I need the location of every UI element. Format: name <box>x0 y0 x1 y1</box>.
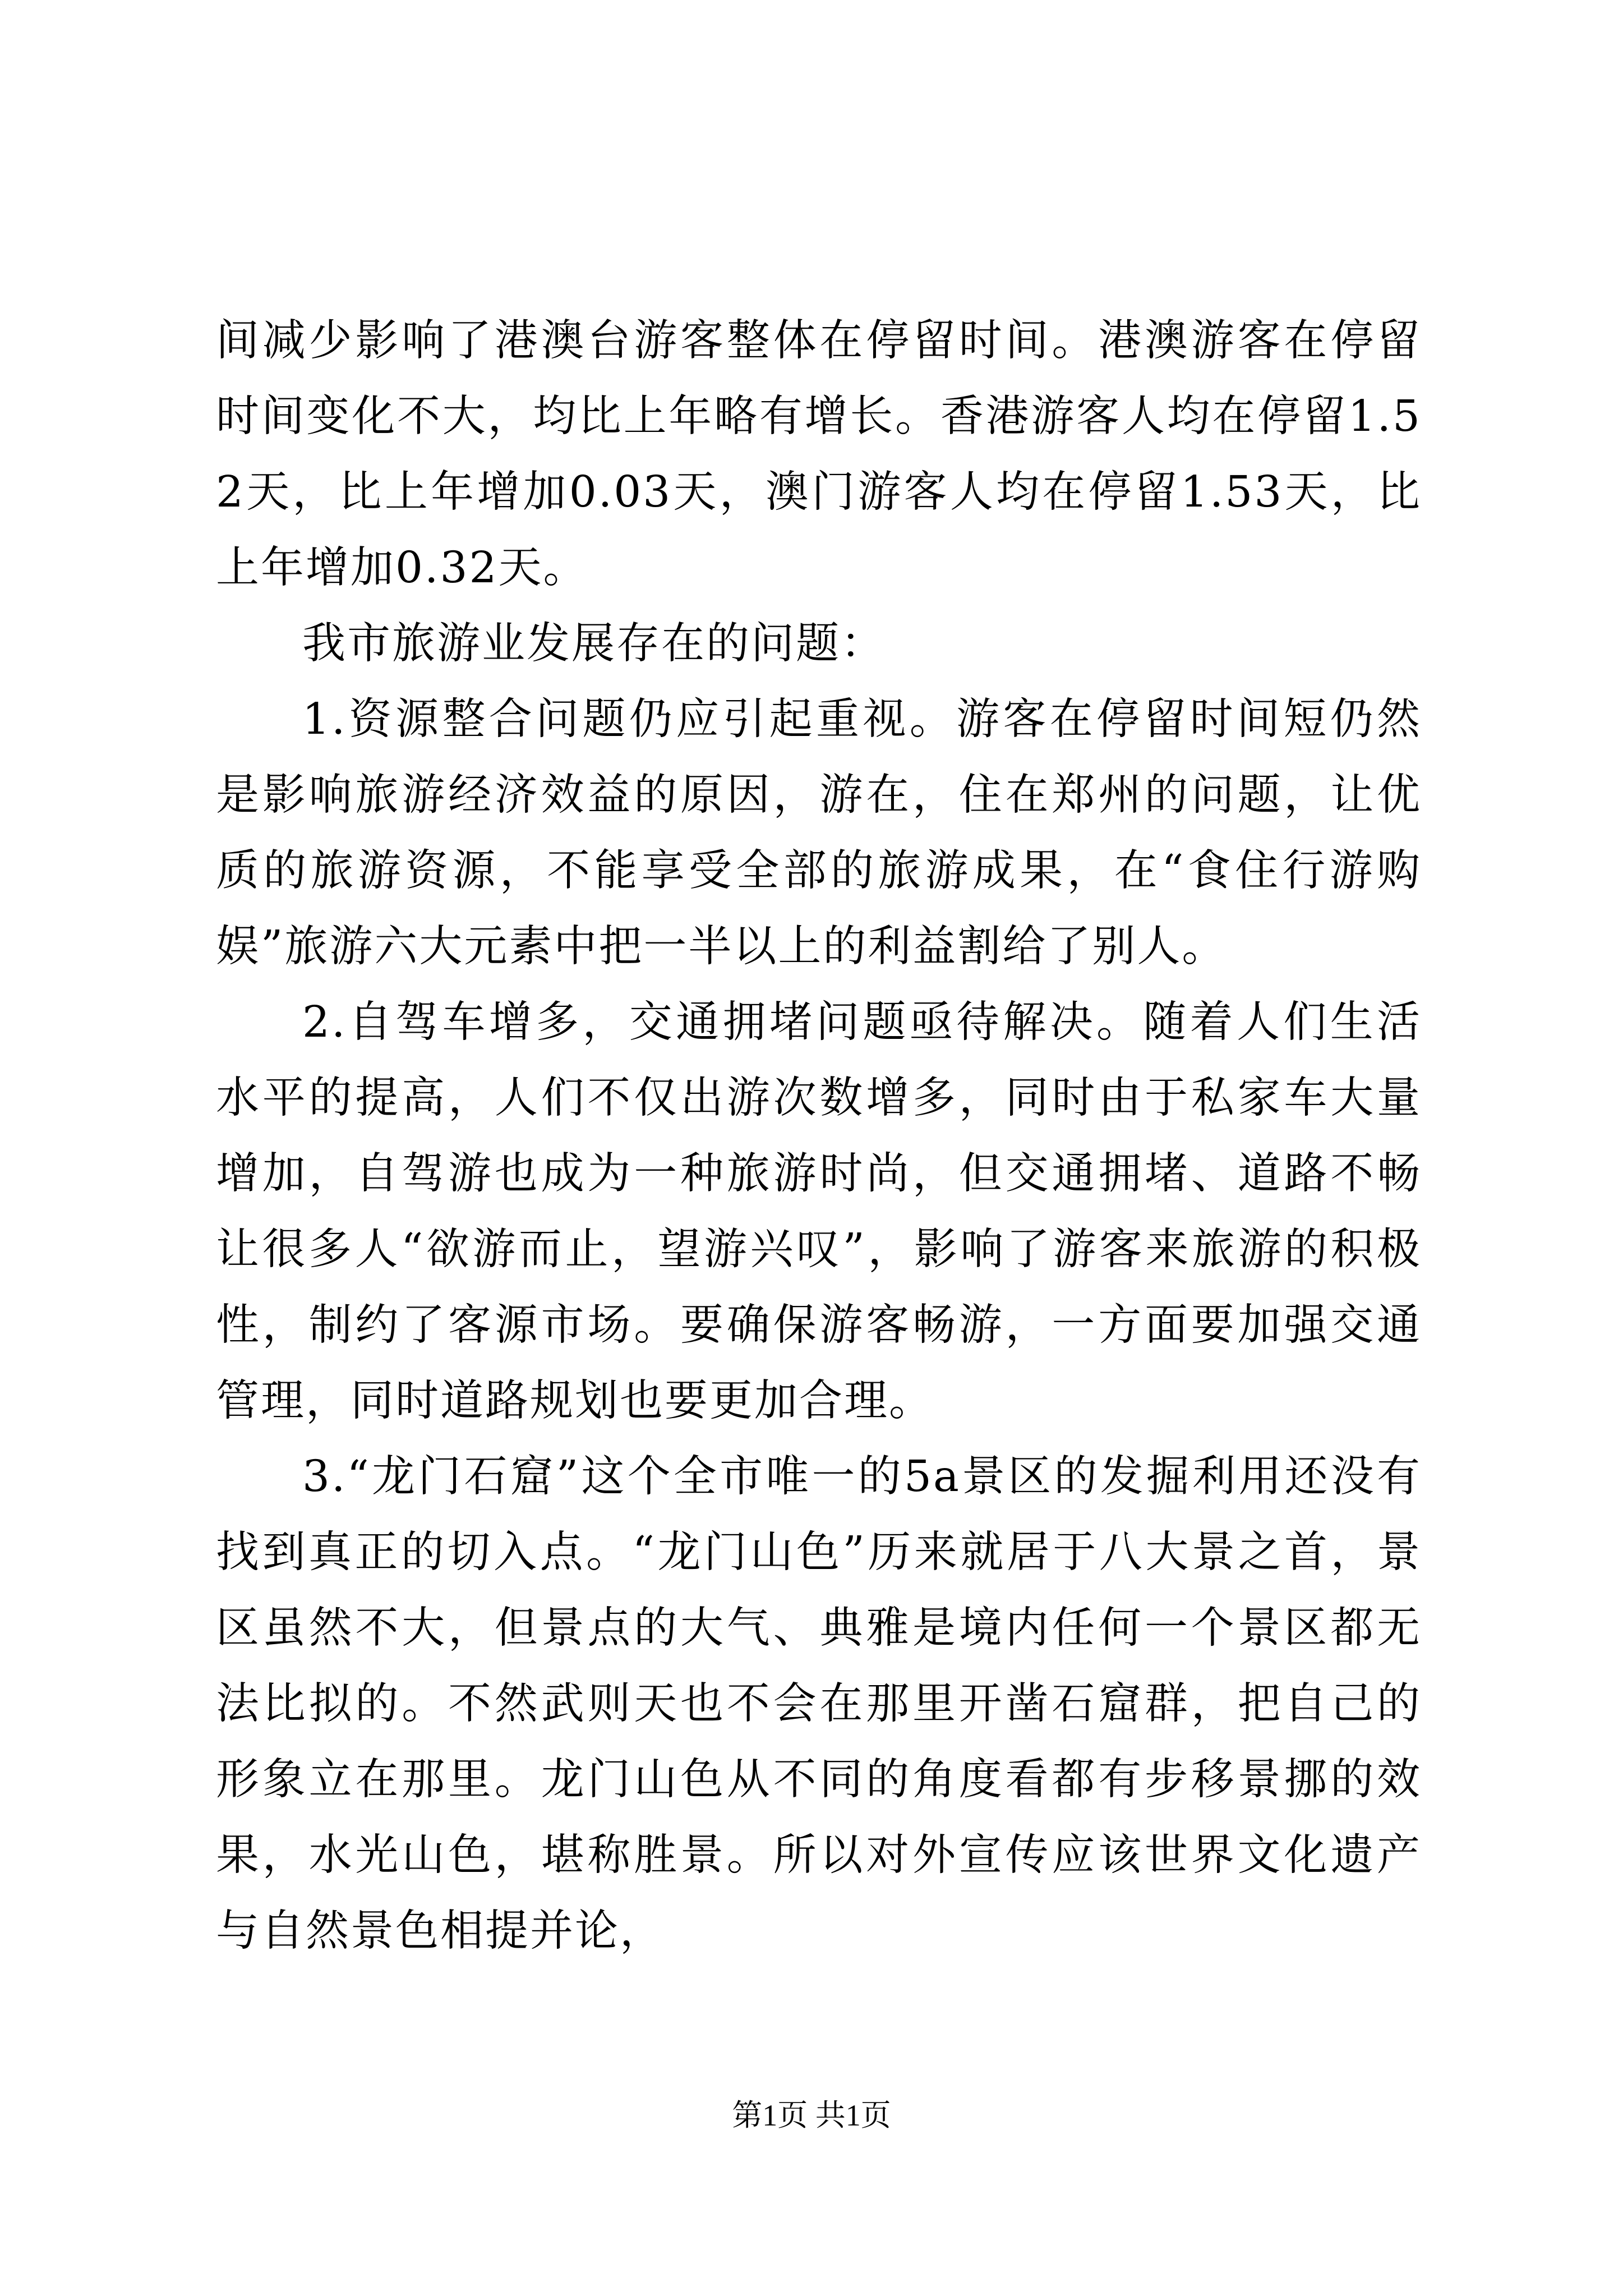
paragraph-problem-1: 1.资源整合问题仍应引起重视。游客在停留时间短仍然是影响旅游经济效益的原因，游在，住在郑州的问题，让优质的旅游资源，不能享受全部的旅游成果，在“食住行游购娱”旅游六大元素中把一半以上的利益割给了别人。 <box>216 694 1422 972</box>
paragraph-continuation: 间减少影响了港澳台游客整体在停留时间。港澳游客在停留时间变化不大，均比上年略有增长。香港游客人均在停留1.52天，比上年增加0.03天，澳门游客人均在停留1.53天，比上年增加0.32天。 <box>216 316 1422 593</box>
paragraph-problem-3: 3.“龙门石窟”这个全市唯一的5a景区的发掘利用还没有找到真正的切入点。“龙门山色”历来就居于八大景之首，景区虽然不大，但景点的大气、典雅是境内任何一个景区都无法比拟的。不然武则天也不会在那里开凿石窟群，把自己的形象立在那里。龙门山色从不同的角度看都有步移景挪的效果，水光山色，堪称胜景。所以对外宣传应该世界文化遗产与自然景色相提并论， <box>216 1452 1422 1956</box>
page-footer: 第1页 共1页 <box>732 2099 891 2132</box>
paragraph-problems-heading: 我市旅游业发展存在的问题： <box>302 619 886 669</box>
document-body <box>216 303 1422 1969</box>
paragraph-problem-2: 2.自驾车增多，交通拥堵问题亟待解决。随着人们生活水平的提高，人们不仅出游次数增多，同时由于私家车大量增加，自驾游也成为一种旅游时尚，但交通拥堵、道路不畅让很多人“欲游而止，望游兴叹”，影响了游客来旅游的积极性，制约了客源市场。要确保游客畅游，一方面要加强交通管理，同时道路规划也要更加合理。 <box>216 997 1422 1426</box>
